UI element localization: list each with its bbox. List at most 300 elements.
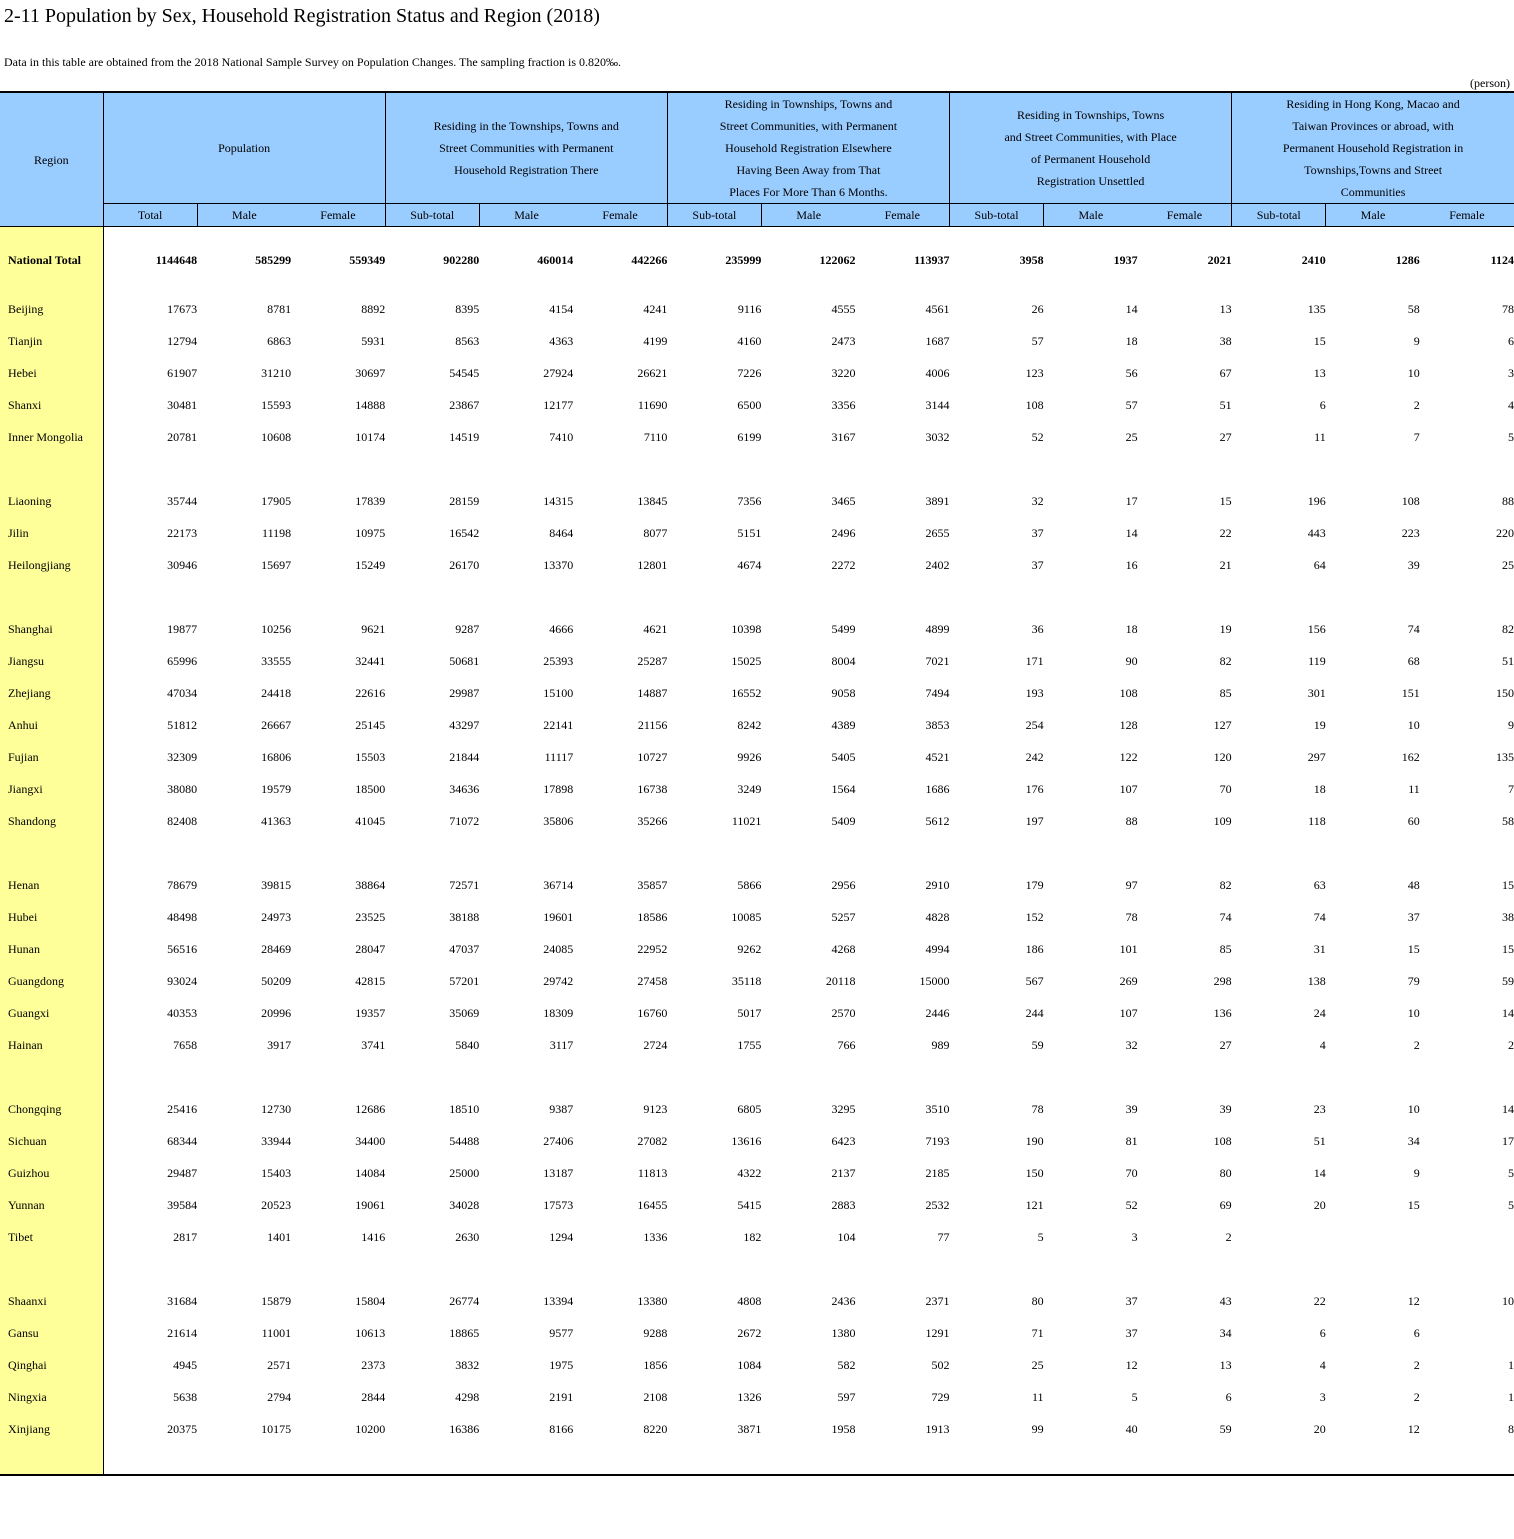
cell-value: 10 bbox=[1407, 1005, 1420, 1020]
cell-value: 3917 bbox=[267, 1037, 292, 1052]
cell-value: 6 bbox=[1508, 333, 1514, 348]
cell-value: 61907 bbox=[167, 365, 198, 380]
cell-value: 19 bbox=[1219, 621, 1232, 636]
cell-value: 24973 bbox=[261, 909, 292, 924]
cell-value: 6863 bbox=[267, 333, 292, 348]
cell-value: 5409 bbox=[831, 813, 856, 828]
cell-value: 29742 bbox=[543, 973, 574, 988]
header-region: Region bbox=[0, 92, 103, 227]
cell-value: 3117 bbox=[549, 1037, 574, 1052]
cell-value: 5499 bbox=[831, 621, 856, 636]
cell-value: 2 bbox=[1413, 397, 1420, 412]
cell-value: 51 bbox=[1502, 653, 1514, 668]
region-name: Shaanxi bbox=[0, 1285, 103, 1317]
cell-value: 2371 bbox=[925, 1293, 950, 1308]
cell-value: 39584 bbox=[167, 1197, 198, 1212]
cell-value bbox=[1420, 1317, 1514, 1349]
region-name: Jiangxi bbox=[0, 773, 103, 805]
cell-value: 74 bbox=[1219, 909, 1232, 924]
cell-value: 19357 bbox=[355, 1005, 386, 1020]
cell-value: 3741 bbox=[361, 1037, 386, 1052]
cell-value: 20 bbox=[1313, 1197, 1326, 1212]
cell-value: 10 bbox=[1407, 365, 1420, 380]
header-sub-female: Female bbox=[855, 204, 949, 227]
cell-value: 16455 bbox=[637, 1197, 668, 1212]
cell-value: 38 bbox=[1219, 333, 1232, 348]
cell-value: 18500 bbox=[355, 781, 386, 796]
cell-value: 22 bbox=[1219, 525, 1232, 540]
header-sub-male: Male bbox=[761, 204, 855, 227]
cell-value: 2108 bbox=[643, 1389, 668, 1404]
region-name: Henan bbox=[0, 869, 103, 901]
cell-value: 2883 bbox=[831, 1197, 856, 1212]
cell-value: 15 bbox=[1219, 493, 1232, 508]
cell-value: 4298 bbox=[455, 1389, 480, 1404]
table-row bbox=[0, 773, 1514, 805]
cell-value: 3032 bbox=[925, 429, 950, 444]
cell-value: 179 bbox=[1025, 877, 1044, 892]
cell-value: 4621 bbox=[643, 621, 668, 636]
region-name: Qinghai bbox=[0, 1349, 103, 1381]
cell-value: 502 bbox=[931, 1357, 950, 1372]
cell-value: 2436 bbox=[831, 1293, 856, 1308]
cell-value: 99 bbox=[1031, 1421, 1044, 1436]
cell-value: 3832 bbox=[455, 1357, 480, 1372]
population-table bbox=[0, 91, 1514, 1476]
cell-value: 65996 bbox=[167, 653, 198, 668]
cell-value: 1401 bbox=[267, 1229, 292, 1244]
cell-value: 5 bbox=[1131, 1389, 1138, 1404]
cell-value: 4555 bbox=[831, 301, 856, 316]
region-name: Hainan bbox=[0, 1029, 103, 1061]
cell-value: 107 bbox=[1119, 781, 1138, 796]
cell-value: 3 bbox=[1319, 1389, 1326, 1404]
cell-value: 35118 bbox=[731, 973, 762, 988]
table-row bbox=[0, 1125, 1514, 1157]
cell-value: 2655 bbox=[925, 525, 950, 540]
region-name: Jilin bbox=[0, 517, 103, 549]
cell-value: 127 bbox=[1213, 717, 1232, 732]
cell-value: 27 bbox=[1219, 1037, 1232, 1052]
cell-value: 235999 bbox=[725, 252, 762, 267]
cell-value: 25 bbox=[1502, 557, 1514, 572]
cell-value: 1913 bbox=[925, 1421, 950, 1436]
unit-label: (person) bbox=[1470, 76, 1510, 90]
cell-value: 35744 bbox=[167, 493, 198, 508]
cell-value: 74 bbox=[1313, 909, 1326, 924]
cell-value: 152 bbox=[1025, 909, 1044, 924]
cell-value: 15 bbox=[1407, 1197, 1420, 1212]
cell-value: 2373 bbox=[361, 1357, 386, 1372]
cell-value: 21844 bbox=[449, 749, 480, 764]
cell-value: 8464 bbox=[549, 525, 574, 540]
table-row bbox=[0, 389, 1514, 421]
cell-value: 3144 bbox=[925, 397, 950, 412]
cell-value: 2956 bbox=[831, 877, 856, 892]
table-body bbox=[0, 227, 1514, 1476]
region-name: Shanxi bbox=[0, 389, 103, 421]
cell-value: 14 bbox=[1125, 301, 1138, 316]
cell-value: 13 bbox=[1219, 1357, 1232, 1372]
cell-value: 19601 bbox=[543, 909, 574, 924]
cell-value: 109 bbox=[1213, 813, 1232, 828]
region-name: Chongqing bbox=[0, 1093, 103, 1125]
cell-value: 9577 bbox=[549, 1325, 574, 1340]
cell-value: 15804 bbox=[355, 1293, 386, 1308]
cell-value: 23 bbox=[1313, 1101, 1326, 1116]
cell-value: 28159 bbox=[449, 493, 480, 508]
cell-value: 23525 bbox=[355, 909, 386, 924]
cell-value: 16806 bbox=[261, 749, 292, 764]
cell-value: 5151 bbox=[737, 525, 762, 540]
cell-value: 101 bbox=[1119, 941, 1138, 956]
cell-value: 27458 bbox=[637, 973, 668, 988]
cell-value: 38864 bbox=[355, 877, 386, 892]
cell-value: 35069 bbox=[449, 1005, 480, 1020]
header-group-abroad bbox=[1232, 92, 1514, 204]
cell-value: 3871 bbox=[737, 1421, 762, 1436]
header-group-line: Residing in Hong Kong, Macao and bbox=[1286, 97, 1460, 111]
header-sub-male: Male bbox=[197, 204, 291, 227]
cell-value: 11813 bbox=[637, 1165, 668, 1180]
cell-value: 162 bbox=[1401, 749, 1420, 764]
cell-value: 193 bbox=[1025, 685, 1044, 700]
header-group-line: Taiwan Provinces or abroad, with bbox=[1292, 119, 1454, 133]
cell-value: 15879 bbox=[261, 1293, 292, 1308]
cell-value: 35266 bbox=[637, 813, 668, 828]
cell-value: 10200 bbox=[355, 1421, 386, 1436]
cell-value: 4994 bbox=[925, 941, 950, 956]
cell-value: 37 bbox=[1125, 1325, 1138, 1340]
cell-value: 2272 bbox=[831, 557, 856, 572]
cell-value: 15 bbox=[1502, 941, 1514, 956]
cell-value: 15100 bbox=[543, 685, 574, 700]
cell-value: 43 bbox=[1219, 1293, 1232, 1308]
cell-value: 9058 bbox=[831, 685, 856, 700]
cell-value: 108 bbox=[1213, 1133, 1232, 1148]
cell-value: 10174 bbox=[355, 429, 386, 444]
cell-value: 29987 bbox=[449, 685, 480, 700]
cell-value: 8395 bbox=[455, 301, 480, 316]
cell-value: 47034 bbox=[167, 685, 198, 700]
cell-value: 5612 bbox=[925, 813, 950, 828]
cell-value: 989 bbox=[931, 1037, 950, 1052]
cell-value: 14887 bbox=[637, 685, 668, 700]
cell-value: 9288 bbox=[643, 1325, 668, 1340]
cell-value: 223 bbox=[1401, 525, 1420, 540]
cell-value: 104 bbox=[837, 1229, 856, 1244]
cell-value: 2794 bbox=[267, 1389, 292, 1404]
cell-value: 58 bbox=[1407, 301, 1420, 316]
cell-value: 14084 bbox=[355, 1165, 386, 1180]
cell-value: 6500 bbox=[737, 397, 762, 412]
cell-value: 1291 bbox=[925, 1325, 950, 1340]
cell-value: 113937 bbox=[914, 252, 950, 267]
table-row bbox=[0, 613, 1514, 645]
cell-value: 18 bbox=[1125, 333, 1138, 348]
header-group-line: Places For More Than 6 Months. bbox=[729, 185, 888, 199]
cell-value: 297 bbox=[1307, 749, 1326, 764]
cell-value: 14 bbox=[1502, 1101, 1514, 1116]
header-group-population bbox=[103, 92, 385, 204]
cell-value: 30697 bbox=[355, 365, 386, 380]
cell-value: 56 bbox=[1125, 365, 1138, 380]
table-row bbox=[0, 709, 1514, 741]
cell-value: 108 bbox=[1401, 493, 1420, 508]
cell-value: 7 bbox=[1413, 429, 1420, 444]
cell-value: 39 bbox=[1407, 557, 1420, 572]
cell-value: 24418 bbox=[261, 685, 292, 700]
cell-value: 7 bbox=[1508, 781, 1514, 796]
cell-value: 34 bbox=[1219, 1325, 1232, 1340]
cell-value: 186 bbox=[1025, 941, 1044, 956]
cell-value: 1084 bbox=[737, 1357, 762, 1372]
cell-value: 26667 bbox=[261, 717, 292, 732]
cell-value: 119 bbox=[1308, 653, 1326, 668]
cell-value: 1416 bbox=[361, 1229, 386, 1244]
cell-value: 10975 bbox=[355, 525, 386, 540]
table-row bbox=[0, 517, 1514, 549]
table-row bbox=[0, 805, 1514, 837]
cell-value: 2446 bbox=[925, 1005, 950, 1020]
cell-value: 2 bbox=[1225, 1229, 1232, 1244]
cell-value bbox=[1232, 1221, 1326, 1253]
cell-value: 4828 bbox=[925, 909, 950, 924]
table-row bbox=[0, 1189, 1514, 1221]
cell-value: 6 bbox=[1225, 1389, 1232, 1404]
cell-value: 15 bbox=[1407, 941, 1420, 956]
cell-value: 1286 bbox=[1395, 252, 1420, 267]
cell-value: 90 bbox=[1125, 653, 1138, 668]
cell-value: 24085 bbox=[543, 941, 574, 956]
cell-value: 7110 bbox=[643, 429, 668, 444]
header-group-line: and Street Communities, with Place bbox=[1004, 130, 1177, 144]
cell-value: 597 bbox=[837, 1389, 856, 1404]
cell-value: 26621 bbox=[637, 365, 668, 380]
cell-value: 1564 bbox=[831, 781, 856, 796]
cell-value: 4945 bbox=[173, 1357, 198, 1372]
table-row bbox=[0, 933, 1514, 965]
cell-value: 20375 bbox=[167, 1421, 198, 1436]
cell-value: 20996 bbox=[261, 1005, 292, 1020]
cell-value: 4674 bbox=[737, 557, 762, 572]
cell-value: 176 bbox=[1025, 781, 1044, 796]
cell-value: 4561 bbox=[925, 301, 950, 316]
cell-value: 25000 bbox=[449, 1165, 480, 1180]
cell-value: 9 bbox=[1413, 1165, 1420, 1180]
cell-value: 585299 bbox=[255, 252, 292, 267]
cell-value: 120 bbox=[1213, 749, 1232, 764]
cell-value: 32 bbox=[1031, 493, 1044, 508]
cell-value: 17573 bbox=[543, 1197, 574, 1212]
cell-value: 2137 bbox=[831, 1165, 856, 1180]
cell-value: 11 bbox=[1314, 429, 1326, 444]
cell-value: 7021 bbox=[925, 653, 950, 668]
cell-value: 59 bbox=[1219, 1421, 1232, 1436]
cell-value: 12730 bbox=[261, 1101, 292, 1116]
header-group-line: of Permanent Household bbox=[1030, 152, 1151, 166]
cell-value: 5017 bbox=[737, 1005, 762, 1020]
cell-value: 150 bbox=[1025, 1165, 1044, 1180]
cell-value: 4363 bbox=[549, 333, 574, 348]
cell-value: 6 bbox=[1319, 397, 1326, 412]
cell-value: 136 bbox=[1213, 1005, 1232, 1020]
cell-value: 34 bbox=[1407, 1133, 1420, 1148]
cell-value: 67 bbox=[1219, 365, 1232, 380]
cell-value: 135 bbox=[1307, 301, 1326, 316]
cell-value: 34028 bbox=[449, 1197, 480, 1212]
cell-value: 14519 bbox=[449, 429, 480, 444]
cell-value: 298 bbox=[1213, 973, 1232, 988]
cell-value: 9621 bbox=[361, 621, 386, 636]
cell-value: 9926 bbox=[737, 749, 762, 764]
cell-value: 51812 bbox=[167, 717, 198, 732]
cell-value: 39815 bbox=[261, 877, 292, 892]
cell-value: 3853 bbox=[925, 717, 950, 732]
cell-value: 48 bbox=[1407, 877, 1420, 892]
cell-value: 4808 bbox=[737, 1293, 762, 1308]
cell-value: 10 bbox=[1407, 717, 1420, 732]
table-row bbox=[0, 293, 1514, 325]
header-group-line: Communities bbox=[1340, 185, 1406, 199]
cell-value: 79 bbox=[1407, 973, 1420, 988]
table-row bbox=[0, 965, 1514, 997]
cell-value: 20 bbox=[1313, 1421, 1326, 1436]
cell-value: 6199 bbox=[737, 429, 762, 444]
cell-value: 122062 bbox=[819, 252, 856, 267]
cell-value: 51 bbox=[1313, 1133, 1326, 1148]
cell-value: 1975 bbox=[549, 1357, 574, 1372]
region-name: Heilongjiang bbox=[0, 549, 103, 581]
cell-value: 4 bbox=[1508, 397, 1514, 412]
cell-value: 121 bbox=[1025, 1197, 1044, 1212]
header-sub-female: Female bbox=[1420, 204, 1514, 227]
table-row bbox=[0, 1413, 1514, 1445]
cell-value: 2844 bbox=[361, 1389, 386, 1404]
cell-value: 1686 bbox=[925, 781, 950, 796]
header-group-registered-here bbox=[385, 92, 667, 204]
cell-value: 12 bbox=[1407, 1421, 1420, 1436]
cell-value: 3958 bbox=[1019, 252, 1044, 267]
spacer-row bbox=[0, 1445, 1514, 1475]
cell-value: 82408 bbox=[167, 813, 198, 828]
cell-value: 24 bbox=[1313, 1005, 1326, 1020]
cell-value: 5415 bbox=[737, 1197, 762, 1212]
region-name: Guizhou bbox=[0, 1157, 103, 1189]
cell-value: 9116 bbox=[737, 301, 762, 316]
region-name: Zhejiang bbox=[0, 677, 103, 709]
cell-value: 31684 bbox=[167, 1293, 198, 1308]
cell-value: 3220 bbox=[831, 365, 856, 380]
cell-value: 68344 bbox=[167, 1133, 198, 1148]
cell-value: 10398 bbox=[731, 621, 762, 636]
cell-value: 11001 bbox=[261, 1325, 292, 1340]
cell-value: 244 bbox=[1025, 1005, 1044, 1020]
cell-value: 40353 bbox=[167, 1005, 198, 1020]
cell-value: 4006 bbox=[925, 365, 950, 380]
cell-value: 3 bbox=[1131, 1229, 1138, 1244]
region-name: Tibet bbox=[0, 1221, 103, 1253]
cell-value: 14315 bbox=[543, 493, 574, 508]
cell-value: 22 bbox=[1313, 1293, 1326, 1308]
table-row bbox=[0, 997, 1514, 1029]
table-title: 2-11 Population by Sex, Household Registration Status and Region (2018) bbox=[4, 5, 600, 27]
cell-value: 3356 bbox=[831, 397, 856, 412]
cell-value: 4199 bbox=[643, 333, 668, 348]
cell-value: 37 bbox=[1407, 909, 1420, 924]
cell-value: 15 bbox=[1502, 877, 1514, 892]
region-name: Hebei bbox=[0, 357, 103, 389]
cell-value: 1687 bbox=[925, 333, 950, 348]
header-sub-female: Female bbox=[1138, 204, 1232, 227]
cell-value: 5 bbox=[1037, 1229, 1044, 1244]
cell-value: 78 bbox=[1502, 301, 1514, 316]
cell-value: 7356 bbox=[737, 493, 762, 508]
cell-value: 5840 bbox=[455, 1037, 480, 1052]
cell-value: 5638 bbox=[173, 1389, 198, 1404]
cell-value: 8781 bbox=[267, 301, 292, 316]
cell-value: 41045 bbox=[355, 813, 386, 828]
cell-value: 8563 bbox=[455, 333, 480, 348]
cell-value: 69 bbox=[1219, 1197, 1232, 1212]
cell-value: 8242 bbox=[737, 717, 762, 732]
cell-value: 25287 bbox=[637, 653, 668, 668]
cell-value: 7226 bbox=[737, 365, 762, 380]
header-sub-sub-total: Sub-total bbox=[667, 204, 761, 227]
cell-value: 37 bbox=[1125, 1293, 1138, 1308]
cell-value: 29487 bbox=[167, 1165, 198, 1180]
cell-value: 25145 bbox=[355, 717, 386, 732]
cell-value: 59 bbox=[1031, 1037, 1044, 1052]
cell-value: 26 bbox=[1031, 301, 1044, 316]
cell-value: 10256 bbox=[261, 621, 292, 636]
region-name: Beijing bbox=[0, 293, 103, 325]
table-row bbox=[0, 1093, 1514, 1125]
cell-value: 25 bbox=[1125, 429, 1138, 444]
cell-value: 27406 bbox=[543, 1133, 574, 1148]
header-group-line: Street Communities with Permanent bbox=[439, 141, 614, 155]
cell-value: 1 bbox=[1508, 1357, 1514, 1372]
cell-value: 4521 bbox=[925, 749, 950, 764]
cell-value: 25416 bbox=[167, 1101, 198, 1116]
cell-value: 1958 bbox=[831, 1421, 856, 1436]
cell-value: 54545 bbox=[449, 365, 480, 380]
cell-value: 12801 bbox=[637, 557, 668, 572]
header-group-line: Household Registration There bbox=[454, 163, 599, 177]
table-row bbox=[0, 677, 1514, 709]
cell-value: 254 bbox=[1025, 717, 1044, 732]
cell-value: 16 bbox=[1125, 557, 1138, 572]
cell-value: 19061 bbox=[355, 1197, 386, 1212]
cell-value: 31 bbox=[1313, 941, 1326, 956]
table-row bbox=[0, 1349, 1514, 1381]
cell-value: 54488 bbox=[449, 1133, 480, 1148]
cell-value: 27924 bbox=[543, 365, 574, 380]
cell-value: 7494 bbox=[925, 685, 950, 700]
cell-value: 12686 bbox=[355, 1101, 386, 1116]
cell-value: 27082 bbox=[637, 1133, 668, 1148]
cell-value: 2191 bbox=[549, 1389, 574, 1404]
cell-value: 58 bbox=[1502, 813, 1514, 828]
cell-value: 16738 bbox=[637, 781, 668, 796]
cell-value: 6 bbox=[1413, 1325, 1420, 1340]
cell-value: 48498 bbox=[167, 909, 198, 924]
cell-value: 12177 bbox=[543, 397, 574, 412]
cell-value: 20523 bbox=[261, 1197, 292, 1212]
cell-value: 242 bbox=[1025, 749, 1044, 764]
cell-value: 15697 bbox=[261, 557, 292, 572]
cell-value: 47037 bbox=[449, 941, 480, 956]
